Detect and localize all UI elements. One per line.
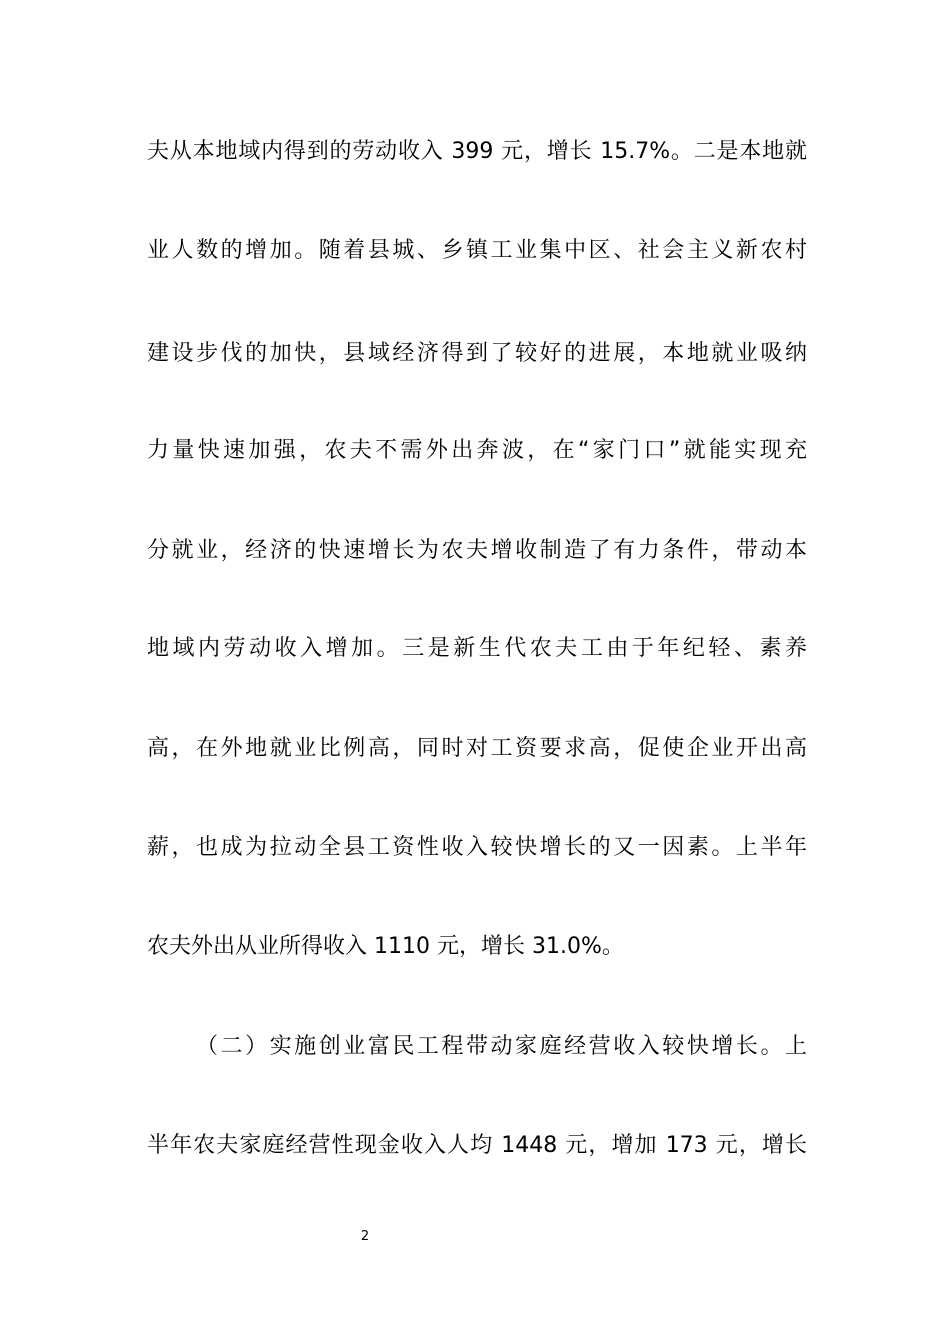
paragraph-line: 建设步伐的加快，县域经济得到了较好的进展，本地就业吸纳 (147, 341, 807, 366)
paragraph-line: 业人数的增加。随着县城、乡镇工业集中区、社会主义新农村 (147, 238, 807, 263)
paragraph-line: 半年农夫家庭经营性现金收入人均 1448 元，增加 173 元，增长 (147, 1133, 807, 1158)
paragraph-line: 农夫外出从业所得收入 1110 元，增长 31.0%。 (147, 934, 624, 959)
paragraph-line: 高，在外地就业比例高，同时对工资要求高，促使企业开出高 (147, 736, 807, 761)
page-number: 2 (360, 1229, 370, 1244)
paragraph-line: 夫从本地域内得到的劳动收入 399 元，增长 15.7%。二是本地就 (147, 139, 807, 164)
paragraph-line: 力量快速加强，农夫不需外出奔波，在“家门口”就能实现充 (147, 438, 807, 463)
paragraph-heading-line: （二）实施创业富民工程带动家庭经营收入较快增长。上 (196, 1034, 807, 1059)
paragraph-line: 分就业，经济的快速增长为农夫增收制造了有力条件，带动本 (147, 538, 807, 563)
paragraph-line: 薪，也成为拉动全县工资性收入较快增长的又一因素。上半年 (147, 835, 807, 860)
paragraph-line: 地域内劳动收入增加。三是新生代农夫工由于年纪轻、素养 (147, 636, 807, 661)
